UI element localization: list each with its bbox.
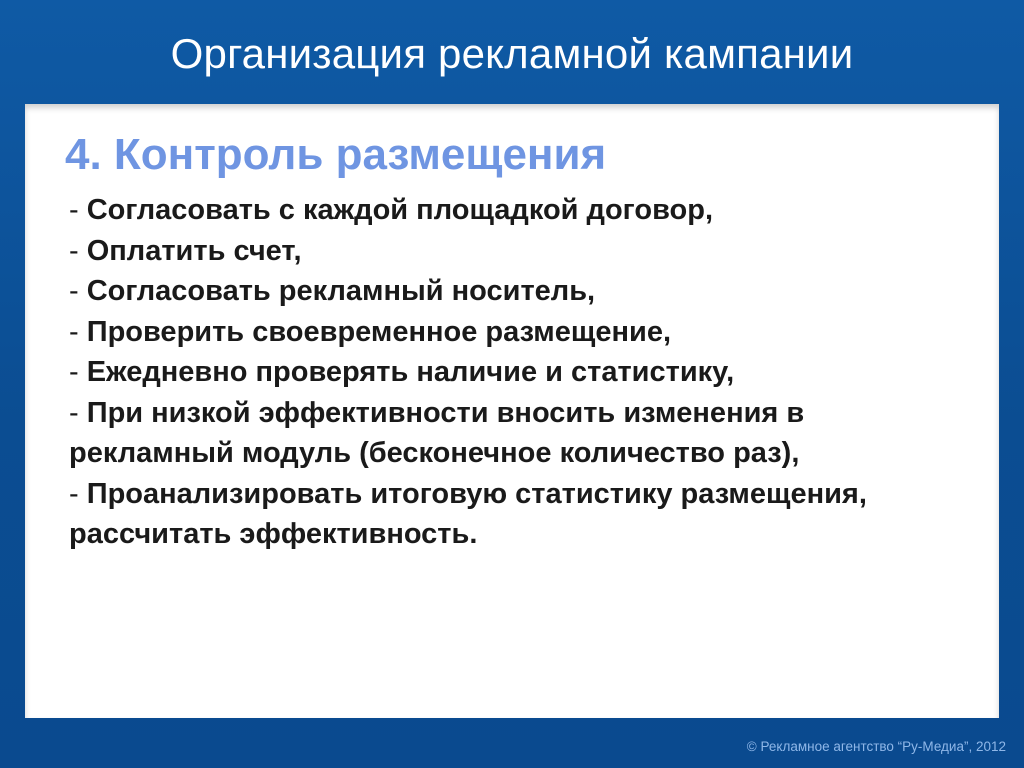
list-item-text: Проанализировать итоговую статистику размещения, рассчитать эффективность. [69,477,867,550]
list-item [69,474,969,555]
list-dash: - [69,315,87,348]
list-item-text: Оплатить счет, [86,234,302,267]
task-list [69,190,969,555]
list-item [69,231,969,272]
list-item [69,352,969,393]
list-item [69,190,969,231]
list-item-text: Ежедневно проверять наличие и статистику, [86,356,735,388]
list-item-text: Проверить своевременное размещение, [86,315,672,348]
list-item-text: Согласовать рекламный носитель, [86,275,596,307]
list-item [69,312,969,353]
list-item [69,393,969,474]
content-panel [25,104,999,718]
list-dash: - [69,194,87,226]
list-dash: - [69,477,87,510]
header [0,0,1024,104]
list-dash: - [69,356,87,388]
section-title: 4. Контроль размещения [65,130,607,179]
list-dash: - [69,275,87,307]
list-dash: - [69,234,87,267]
list-item-text: При низкой эффективности вносить изменения в рекламный модуль (бесконечное количество раз), [69,396,805,469]
copyright-footer: © Рекламное агентство “Ру-Медиа”, 2012 [746,739,1006,754]
list-dash: - [69,396,87,429]
list-item [69,271,969,312]
list-item-text: Согласовать с каждой площадкой договор, [86,194,714,226]
slide-title: Организация рекламной кампании [170,30,854,77]
